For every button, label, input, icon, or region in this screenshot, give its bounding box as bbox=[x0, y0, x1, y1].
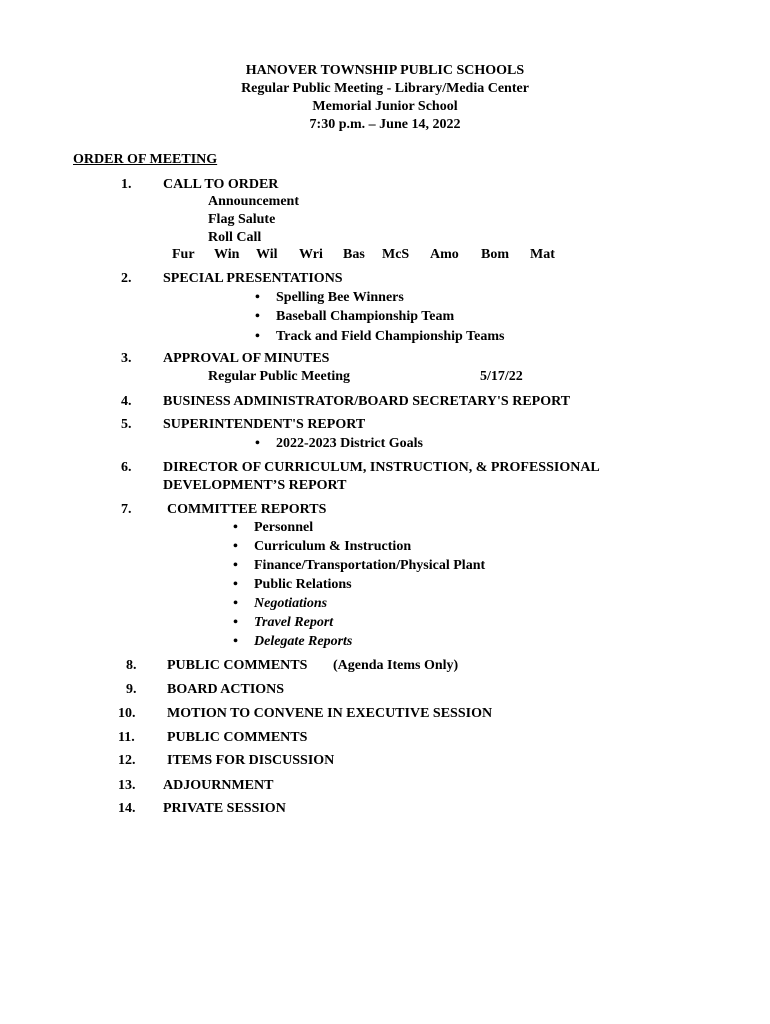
item-title: PRIVATE SESSION bbox=[163, 801, 286, 816]
sub-item: Flag Salute bbox=[208, 212, 276, 227]
item-title: SUPERINTENDENT'S REPORT bbox=[163, 417, 366, 432]
roll-member: Amo bbox=[430, 247, 459, 262]
bullet-item: • Track and Field Championship Teams bbox=[276, 328, 504, 346]
item-title: COMMITTEE REPORTS bbox=[167, 502, 327, 517]
roll-member: McS bbox=[382, 247, 410, 262]
header-title: HANOVER TOWNSHIP PUBLIC SCHOOLS bbox=[245, 63, 525, 78]
header-datetime: 7:30 p.m. – June 14, 2022 bbox=[309, 117, 461, 132]
roll-member: Fur bbox=[172, 247, 195, 262]
item-note: (Agenda Items Only) bbox=[333, 658, 459, 673]
item-number: 1. bbox=[121, 177, 132, 192]
bullet-item: • Curriculum & Instruction bbox=[254, 538, 411, 556]
roll-member: Wri bbox=[299, 247, 323, 262]
bullet-item: • Finance/Transportation/Physical Plant bbox=[254, 557, 485, 575]
item-title: ITEMS FOR DISCUSSION bbox=[167, 753, 335, 768]
item-title: PUBLIC COMMENTS bbox=[167, 658, 308, 673]
bullet-item: • Travel Report bbox=[254, 614, 333, 632]
roll-member: Win bbox=[214, 247, 240, 262]
bullet-item: • Spelling Bee Winners bbox=[276, 289, 404, 307]
item-title: SPECIAL PRESENTATIONS bbox=[163, 271, 343, 286]
bullet-item: • Delegate Reports bbox=[254, 633, 352, 651]
sub-item: Regular Public Meeting bbox=[208, 369, 351, 384]
item-title: ADJOURNMENT bbox=[163, 778, 274, 793]
item-title: BOARD ACTIONS bbox=[167, 682, 285, 697]
item-number: 3. bbox=[121, 351, 132, 366]
roll-member: Bom bbox=[481, 247, 509, 262]
roll-member: Bas bbox=[343, 247, 365, 262]
item-number: 2. bbox=[121, 271, 132, 286]
item-number: 10. bbox=[118, 706, 136, 721]
item-title: MOTION TO CONVENE IN EXECUTIVE SESSION bbox=[167, 706, 493, 721]
item-number: 13. bbox=[118, 778, 136, 793]
bullet-item: • Personnel bbox=[254, 519, 313, 537]
section-title: ORDER OF MEETING bbox=[73, 152, 218, 167]
item-title: APPROVAL OF MINUTES bbox=[163, 351, 330, 366]
item-title-continued: DEVELOPMENT’S REPORT bbox=[163, 478, 347, 493]
header-meeting-type: Regular Public Meeting - Library/Media Center bbox=[241, 81, 529, 96]
item-number: 5. bbox=[121, 417, 132, 432]
item-number: 11. bbox=[118, 730, 135, 745]
item-number: 6. bbox=[121, 460, 132, 475]
sub-item: Announcement bbox=[208, 194, 300, 209]
sub-item: Roll Call bbox=[208, 230, 262, 245]
roll-member: Wil bbox=[256, 247, 278, 262]
bullet-item: • Public Relations bbox=[254, 576, 352, 594]
item-number: 8. bbox=[126, 658, 137, 673]
item-title: BUSINESS ADMINISTRATOR/BOARD SECRETARY'S REPORT bbox=[163, 394, 571, 409]
bullet-item: • Baseball Championship Team bbox=[276, 308, 454, 326]
item-number: 12. bbox=[118, 753, 136, 768]
item-title: CALL TO ORDER bbox=[163, 177, 279, 192]
item-title: PUBLIC COMMENTS bbox=[167, 730, 308, 745]
bullet-item: • 2022-2023 District Goals bbox=[276, 435, 423, 453]
sub-item-date: 5/17/22 bbox=[480, 369, 523, 384]
header-location: Memorial Junior School bbox=[312, 99, 458, 114]
roll-member: Mat bbox=[530, 247, 555, 262]
item-title: DIRECTOR OF CURRICULUM, INSTRUCTION, & PROFESSIONAL bbox=[163, 460, 600, 475]
item-number: 7. bbox=[121, 502, 132, 517]
item-number: 4. bbox=[121, 394, 132, 409]
bullet-item: • Negotiations bbox=[254, 595, 327, 613]
item-number: 14. bbox=[118, 801, 136, 816]
item-number: 9. bbox=[126, 682, 137, 697]
